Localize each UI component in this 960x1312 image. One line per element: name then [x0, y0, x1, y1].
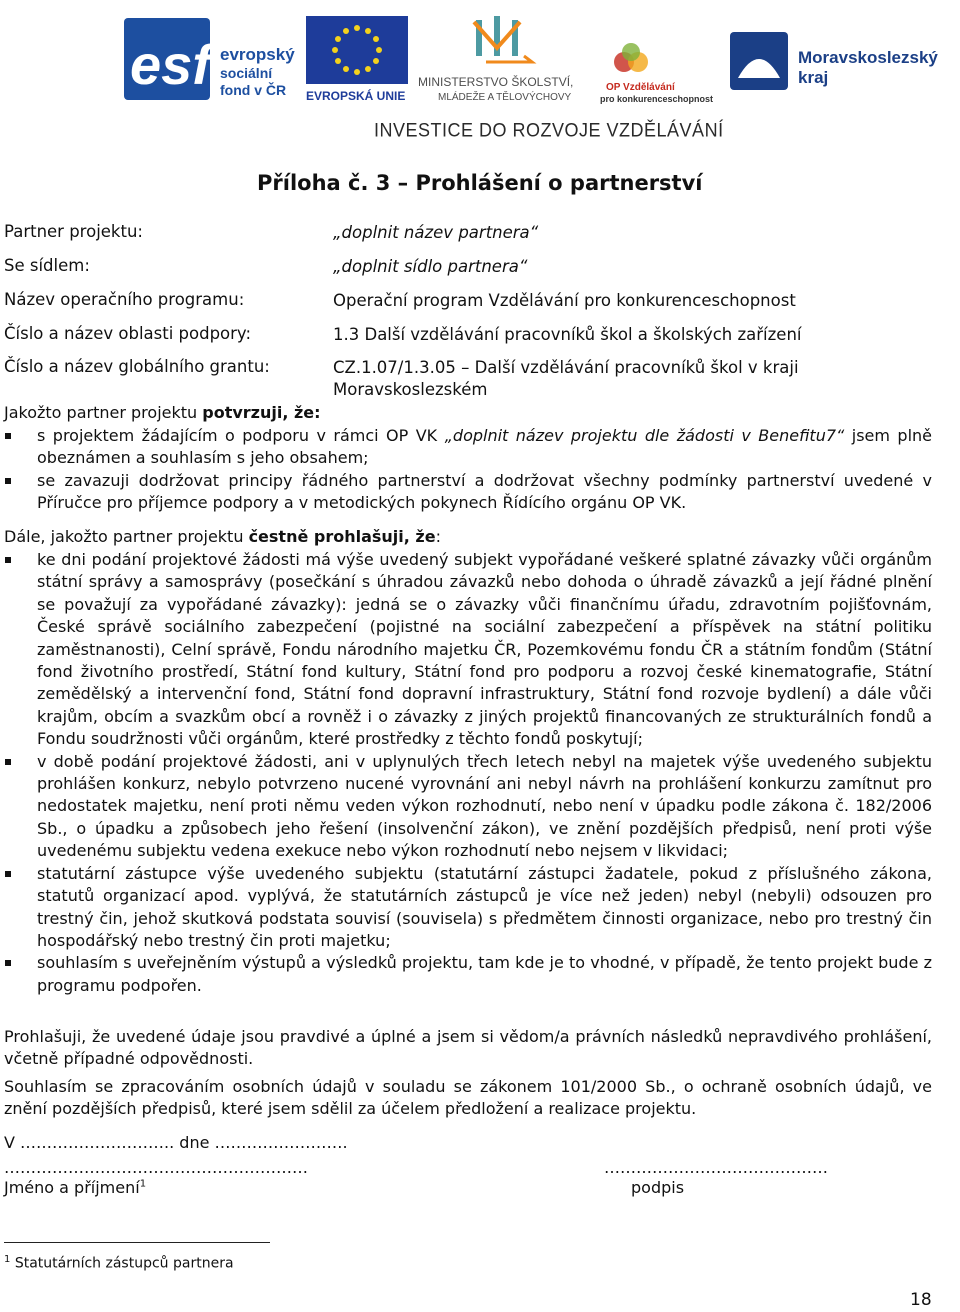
- name-label-text: Jméno a příjmení: [4, 1178, 140, 1197]
- bullet-icon: [5, 557, 11, 563]
- confirm-intro: [4, 402, 932, 424]
- name-dots-line: …………………………………………………: [4, 1158, 308, 1177]
- page-title: Příloha č. 3 – Prohlášení o partnerství: [257, 171, 703, 195]
- program-value: Operační program Vzdělávání pro konkurenceschopnost: [333, 291, 796, 310]
- msk-line2: kraj: [798, 68, 829, 87]
- seat-label: Se sídlem:: [4, 256, 90, 275]
- confirm-intro-bold: potvrzuji, že:: [202, 403, 321, 422]
- esf-line1: evropský: [220, 45, 295, 64]
- bullet-icon: [5, 871, 11, 877]
- list-item: [0, 863, 932, 953]
- moravskoslezsky-kraj-logo: [724, 18, 954, 98]
- confirm-intro-text: Jakožto partner projektu: [4, 403, 203, 422]
- declare-intro-colon: :: [435, 527, 441, 546]
- footnote-text: Statutárních zástupců partnera: [10, 1255, 234, 1272]
- list-item: [0, 470, 932, 515]
- eu-label: EVROPSKÁ UNIE: [306, 89, 406, 103]
- esf-mark: esf: [130, 33, 211, 96]
- declare-intro: [4, 526, 932, 548]
- list-item: [0, 952, 932, 997]
- esf-logo: [122, 14, 302, 104]
- logo-header: [0, 0, 960, 160]
- invest-tagline: INVESTICE DO ROZVOJE VZDĚLÁVÁNÍ: [374, 118, 724, 141]
- footnote-ref: 1: [139, 1178, 147, 1190]
- list-item: [0, 425, 932, 470]
- partner-label: Partner projektu:: [4, 222, 143, 241]
- list-item-text: souhlasím s uveřejněním výstupů a výsledků projektu, tam kde je to vhodné, v případě, že tento projekt bude z programu podpořen.: [37, 953, 932, 995]
- consent-statement: Souhlasím se zpracováním osobních údajů v souladu se zákonem 101/2000 Sb., o ochraně osobních údajů, ve znění pozdějších předpisů, které jsem sdělil za účelem předložení a realizace projektu.: [4, 1077, 932, 1119]
- project-name-placeholder: „doplnit název projektu dle žádosti v Benefitu7“: [444, 426, 845, 445]
- place-date-line: V ……………………….. dne …………………….: [4, 1133, 348, 1152]
- msmt-line1: MINISTERSTVO ŠKOLSTVÍ,: [418, 75, 574, 89]
- declare-list: [0, 549, 932, 997]
- op-line2: pro konkurenceschopnost: [600, 94, 714, 104]
- area-value: 1.3 Další vzdělávání pracovníků škol a školských zařízení: [333, 325, 802, 344]
- list-item-text: jsem plně obeznámen a souhlasím s jeho obsahem;: [37, 426, 933, 468]
- esf-line3: fond v ČR: [220, 82, 287, 98]
- declare-intro-bold: čestně prohlašuji, že: [248, 527, 436, 546]
- area-label: Číslo a název oblasti podpory:: [4, 324, 252, 343]
- list-item-text: ke dni podání projektové žádosti má výše uvedený subjekt vypořádané veškeré splatné závazky vůči orgánům státní správy a samosprávy (posečkání s úhradou závazků nebo dohoda o úhradě závazků a její řádné plnění se považují za vypořádané závazky): jedná se o závazky vůči finančnímu úřadu, zdravotním pojišťovnám, České správě sociálního zabezpečení (pojistné na sociální zabezpečení a příspěvek na státní politiku zaměstnanosti), Celní správě, Fondu národního majetku ČR, Pozemkovému fondu ČR a státním fondům (Státní fond životního prostředí, Státní fond kultury, Státní fond pro podporu a rozvoj české kinematografie, Státní zemědělský a intervenční fond, Státní fond dopravní infrastruktury, Státní fond rozvoje bydlení) a dále vůči krajům, obcím a svazkům obcí a rovněž i o závazky z jiných projektů financovaných ze strukturálních fondů a Fondu soudržnosti vůči orgánům, které prostředky z těchto fondů poskytují;: [37, 550, 932, 749]
- list-item: [0, 751, 932, 863]
- bullet-icon: [5, 960, 11, 966]
- grant-value: CZ.1.07/1.3.05 – Další vzdělávání pracovníků škol v kraji Moravskoslezském: [333, 358, 799, 399]
- footnote-mark: 1: [4, 1254, 11, 1265]
- list-item: [0, 549, 932, 751]
- seat-value: „doplnit sídlo partnera“: [333, 257, 528, 276]
- msk-line1: Moravskoslezský: [798, 48, 938, 67]
- bullet-icon: [5, 478, 11, 484]
- grant-label: Číslo a název globálního grantu:: [4, 357, 270, 376]
- footnote: [4, 1254, 234, 1272]
- signature-label: podpis: [631, 1178, 685, 1197]
- list-item-text: v době podání projektové žádosti, ani v uplynulých třech letech nebyl na majetek výše uvedeného subjektu prohlášen konkurz, nebylo potvrzeno nucené vyrovnání ani nebyl návrh na prohlášení konkurzu zamítnut pro nedostatek majetku, není proti němu veden výkon rozhodnutí, nebo není v úpadku podle zákona č. 182/2006 Sb., o úpadku a způsobech jeho řešení (insolvenční zákon), ve znění pozdějších předpisů, není proti výše uvedenému subjektu vedena exekuce nebo výkon rozhodnutí nebo nejsem v likvidaci;: [37, 751, 932, 861]
- bullet-icon: [5, 759, 11, 765]
- msmt-logo: [414, 10, 594, 106]
- partner-value: „doplnit název partnera“: [333, 223, 539, 242]
- list-item-text: se zavazuji dodržovat principy řádného partnerství a dodržovat všechny podmínky partnerství uvedené v Příručce pro příjemce podpory a v metodických pokynech Řídícího orgánu OP VK.: [37, 470, 932, 513]
- footnote-divider: [4, 1242, 270, 1243]
- eu-flag-logo: [302, 14, 414, 104]
- op-line1: OP Vzdělávání: [606, 82, 675, 93]
- signature-dots-line: ……………………………………: [604, 1158, 828, 1177]
- esf-line2: sociální: [220, 65, 273, 81]
- list-item-text: s projektem žádajícím o podporu v rámci OP VK: [37, 426, 445, 445]
- list-item-text: statutární zástupce výše uvedeného subjektu (statutární zástupci žadatele, pokud z příslušného zákona, statutů organizací apod. vyplývá, že statutárních zástupců je více než jeden) nebyl (nebyli) odsouzen pro trestný čin, jehož skutková podstata souvisí (souvisela) s předmětem činnosti organizace, nebo pro trestný čin hospodářský nebo trestný čin proti majetku;: [37, 863, 932, 950]
- bullet-icon: [5, 433, 11, 439]
- confirm-list: [0, 425, 932, 515]
- op-vk-logo: [598, 40, 718, 106]
- name-label: [4, 1178, 146, 1197]
- page-number: 18: [910, 1290, 932, 1310]
- msmt-line2: MLÁDEŽE A TĚLOVÝCHOVY: [438, 92, 572, 103]
- truth-statement: Prohlašuji, že uvedené údaje jsou pravdivé a úplné a jsem si vědom/a právních následků nepravdivého prohlášení, včetně případné odpovědnosti.: [4, 1027, 932, 1069]
- program-label: Název operačního programu:: [4, 290, 245, 309]
- declare-intro-text: Dále, jakožto partner projektu: [4, 527, 249, 546]
